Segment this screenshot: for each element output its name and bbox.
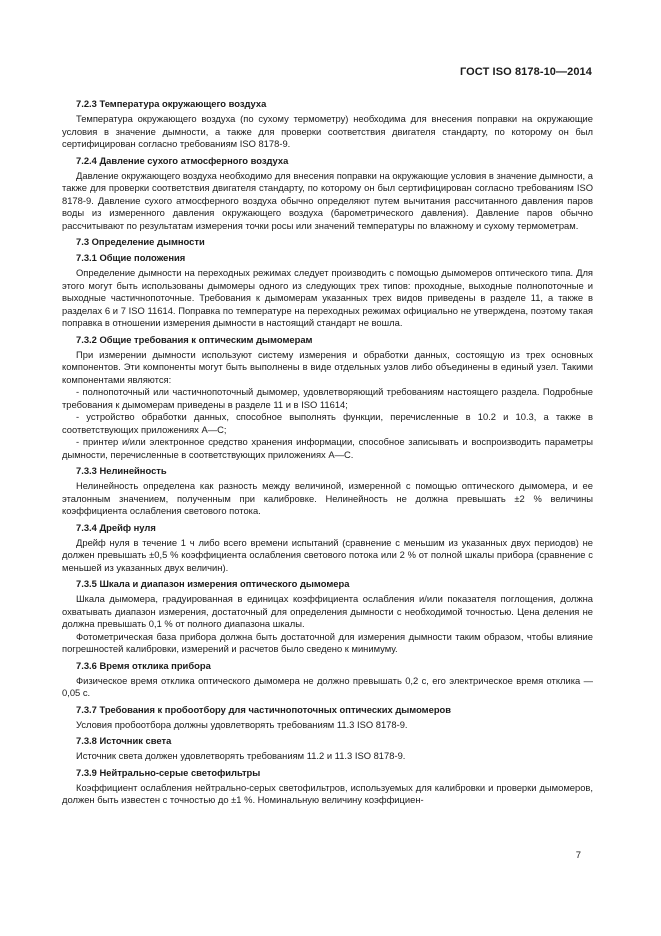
section-heading-7-3-7: 7.3.7 Требования к пробоотбору для частичнопоточных оптических дымомеров <box>76 703 452 715</box>
paragraph: Дрейф нуля в течение 1 ч либо всего времени испытаний (сравнение с меньшим из указанных двух периодов) не должен превышать ±0,5 % коэффициента ослабления светового потока или 2 % от полной шкалы прибора (сравнение с меньшей из указанных двух величин). <box>62 536 593 573</box>
paragraph: Определение дымности на переходных режимах следует производить с помощью дымомеров оптического типа. Для этого могут быть использованы дымомеры одного из следующих трех типов: проходные, выходные полнопоточные и выходные частичнопоточные. Требования к дымомерам указанных трех видов приведены в разделе 11, а также в разделах 6 и 7 ISO 11614. Поправка по температуре на переходных режимах официально не утверждена, поэтому такая поправка в отношении измерения дымности в настоящий стандарт не вошла. <box>62 267 593 328</box>
list-item: - устройство обработки данных, способное выполнять функции, перечисленные в 10.2 и 10.3, а также в соответствующих приложениях А—С; <box>62 411 593 435</box>
paragraph: Нелинейность определена как разность между величиной, измеренной с помощью оптического дымомера, и ее эталонным значением, полученным при калибровке. Нелинейность не должна превышать ±2 % величины коэффициента ослабления светового потока. <box>62 480 593 516</box>
section-heading-7-3-3: 7.3.3 Нелинейность <box>76 465 167 476</box>
section-heading-7-3-8: 7.3.8 Источник света <box>76 735 172 746</box>
list-item: - полнопоточный или частичнопоточный дымомер, удовлетворяющий требованиям настоящего раздела. Подробные требования к дымомерам приведены в разделе 11 и в ISO 11614; <box>62 386 593 410</box>
paragraph: Температура окружающего воздуха (по сухому термометру) необходима для внесения поправки на окружающие условия в значение дымности, а также для проверки соответствия двигателя стандарту, по которому он был сертифицирован согласно требованиям ISO 8178-9. <box>62 113 593 149</box>
section-heading-7-3: 7.3 Определение дымности <box>76 236 205 247</box>
paragraph: Шкала дымомера, градуированная в единицах коэффициента ослабления и/или показателя поглощения, должна охватывать диапазон измерения, достаточный для определения дымности с необходимой точностью. Цена деления не должна превышать 0,1 % от полного диапазона шкалы. <box>62 593 593 629</box>
paragraph: Фотометрическая база прибора должна быть достаточной для измерения дымности таким образом, чтобы влияние погрешностей калибровки, измерений и расчетов было сведено к минимуму. <box>62 630 593 654</box>
section-heading-7-3-2: 7.3.2 Общие требования к оптическим дымомерам <box>76 333 313 345</box>
section-heading-7-3-4: 7.3.4 Дрейф нуля <box>76 521 156 533</box>
paragraph: Условия пробоотбора должны удовлетворять требованиям 11.3 ISO 8178-9. <box>76 718 408 730</box>
page-number: 7 <box>575 850 581 861</box>
section-heading-7-3-5: 7.3.5 Шкала и диапазон измерения оптического дымомера <box>76 578 350 589</box>
section-heading-7-3-1: 7.3.1 Общие положения <box>76 252 186 263</box>
paragraph: Давление окружающего воздуха необходимо для внесения поправки на окружающие условия в значение дымности, а также для проверки соответствия двигателя стандарту, по которому он был сертифицирован согласно требованиям ISO 8178-9. Давление сухого атмосферного воздуха обычно определяют путем вычитания рассчитанного давления паров воды из измеренного давления окружающего воздуха (барометрического давления). Давление паров обычно рассчитывают по результатам измерения точки росы или значений температуры по влажному и сухому термометрам. <box>62 169 593 231</box>
document-header: ГОСТ ISO 8178-10—2014 <box>459 66 592 78</box>
paragraph: При измерении дымности используют систему измерения и обработки данных, состоящую из трех основных компонентов. Эти компоненты могут быть выполнены в виде отдельных узлов либо объединены в единый узел. Такими компонентами являются: <box>62 348 593 385</box>
paragraph: Источник света должен удовлетворять требованиям 11.2 и 11.3 ISO 8178-9. <box>76 750 406 761</box>
section-heading-7-3-6: 7.3.6 Время отклика прибора <box>76 659 211 671</box>
document-body <box>62 94 593 807</box>
section-heading-7-2-4: 7.2.4 Давление сухого атмосферного воздуха <box>76 154 289 166</box>
list-item: - принтер и/или электронное средство хранения информации, способное записывать и воспроизводить параметры дымности, перечисленные в соответствующих приложениях А—С. <box>62 436 593 460</box>
section-heading-7-2-3: 7.2.3 Температура окружающего воздуха <box>76 98 267 109</box>
section-heading-7-3-9: 7.3.9 Нейтрально-серые светофильтры <box>76 766 261 778</box>
paragraph: Коэффициент ослабления нейтрально-серых светофильтров, используемых для калибровки и проверки дымомеров, должен быть известен с точностью до ±1 %. Номинальную величину коэффициен- <box>62 781 593 805</box>
paragraph: Физическое время отклика оптического дымомера не должно превышать 0,2 с, его электрическое время отклика — 0,05 с. <box>62 674 593 698</box>
